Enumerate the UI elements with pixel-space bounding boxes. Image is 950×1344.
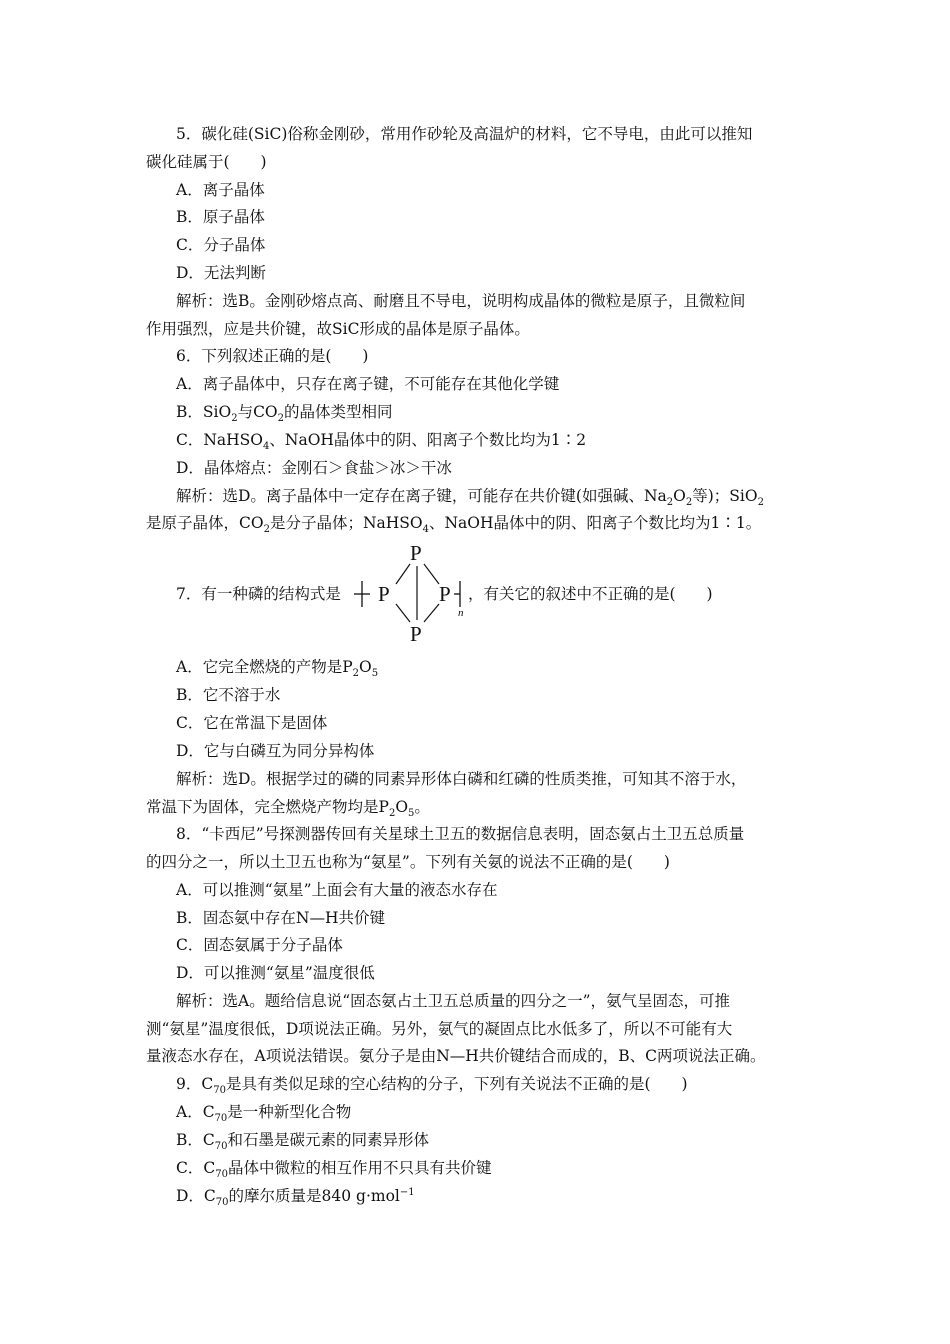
q8-option-a: A．可以推测“氨星”上面会有大量的液态水存在 [176,881,498,899]
q6-answer-line-2: 是原子晶体，$CO_2$是分子晶体；NaHSO$_4$、NaOH晶体中的阴、阳离子个数比均为1∶1。 [146,514,762,536]
q8-option-c: C．固态氨属于分子晶体 [176,936,343,954]
q9-option-d: D．$C_{70}$的摩尔质量是840 g·mol$^{-1}$ [176,1186,415,1209]
q5-stem-line-2: 碳化硅属于( ) [146,153,267,171]
q7-answer-line-2: 常温下为固体，完全燃烧产物均是$P_2O_5$。 [146,798,430,820]
q6-stem: 6．下列叙述正确的是( ) [176,347,369,365]
q6-option-a: A．离子晶体中，只存在离子键，不可能存在其他化学键 [176,375,560,393]
q8-stem-line-1: 8．“卡西尼”号探测器传回有关星球土卫五的数据信息表明，固态氨占土卫五总质量 [176,825,745,843]
q7-answer-line-1: 解析：选D。根据学过的磷的同素异形体白磷和红磷的性质类推，可知其不溶于水， [176,770,747,788]
q5-option-d: D．无法判断 [176,264,266,282]
q7-option-c: C．它在常温下是固体 [176,714,328,732]
q7-option-d: D．它与白磷互为同分异构体 [176,742,375,760]
p-atom-bottom: P [410,622,422,645]
q5-option-a: A．离子晶体 [176,181,265,199]
q9-option-b: B．$C_{70}$和石墨是碳元素的同素异形体 [176,1131,430,1153]
q9-stem: 9．$C_{70}$是具有类似足球的空心结构的分子，下列有关说法不正确的是( ) [176,1075,688,1097]
q6-answer-line-1: 解析：选D。离子晶体中一定存在离子键，可能存在共价键(如强碱、$Na_2O_2$等)；SiO$_2$ [176,487,764,509]
q9-option-c: C．$C_{70}$晶体中微粒的相互作用不只具有共价键 [176,1159,492,1181]
repeat-subscript: n [458,607,464,619]
p-atom-right: P [439,582,451,606]
q5-option-c: C．分子晶体 [176,236,266,254]
q5-answer-line-2: 作用强烈，应是共价键，故SiC形成的晶体是原子晶体。 [146,320,530,338]
q6-option-d: D．晶体熔点：金刚石＞食盐＞冰＞干冰 [176,459,452,477]
p-atom-left: P [378,582,390,606]
q8-answer-line-2: 测“氨星”温度很低，D项说法正确。另外，氨气的凝固点比水低多了，所以不可能有大 [146,1020,733,1038]
q8-answer-line-3: 量液态水存在，A项说法错误。氨分子是由N—H共价键结合而成的，B、C两项说法正确。 [146,1047,766,1065]
phosphorus-structure-formula [354,540,464,645]
q7-option-b: B．它不溶于水 [176,686,281,704]
q5-answer-line-1: 解析：选B。金刚砂熔点高、耐磨且不导电，说明构成晶体的微粒是原子，且微粒间 [176,292,746,310]
q8-option-b: B．固态氨中存在N—H共价键 [176,909,385,927]
q8-answer-line-1: 解析：选A。题给信息说“固态氨占土卫五总质量的四分之一”，氨气呈固态，可推 [176,992,731,1010]
q7-option-a: A．它完全燃烧的产物是$P_2O_5$ [176,658,379,680]
q7-stem-prefix: 7．有一种磷的结构式是 [176,585,341,603]
p-atom-top: P [410,541,422,565]
q5-stem-line-1: 5．碳化硅(SiC)俗称金刚砂，常用作砂轮及高温炉的材料，它不导电，由此可以推知 [176,125,753,143]
q7-stem-suffix: ，有关它的叙述中不正确的是( ) [468,585,713,603]
q8-stem-line-2: 的四分之一，所以土卫五也称为“氨星”。下列有关氨的说法不正确的是( ) [146,853,670,871]
q9-option-a: A．$C_{70}$是一种新型化合物 [176,1103,352,1125]
q6-option-c: C．NaHSO$_4$、NaOH晶体中的阴、阳离子个数比均为1∶2 [176,431,587,453]
q5-option-b: B．原子晶体 [176,208,265,226]
q8-option-d: D．可以推测“氨星”温度很低 [176,964,375,982]
q6-option-b: B．SiO$_2$与$CO_2$的晶体类型相同 [176,403,393,425]
